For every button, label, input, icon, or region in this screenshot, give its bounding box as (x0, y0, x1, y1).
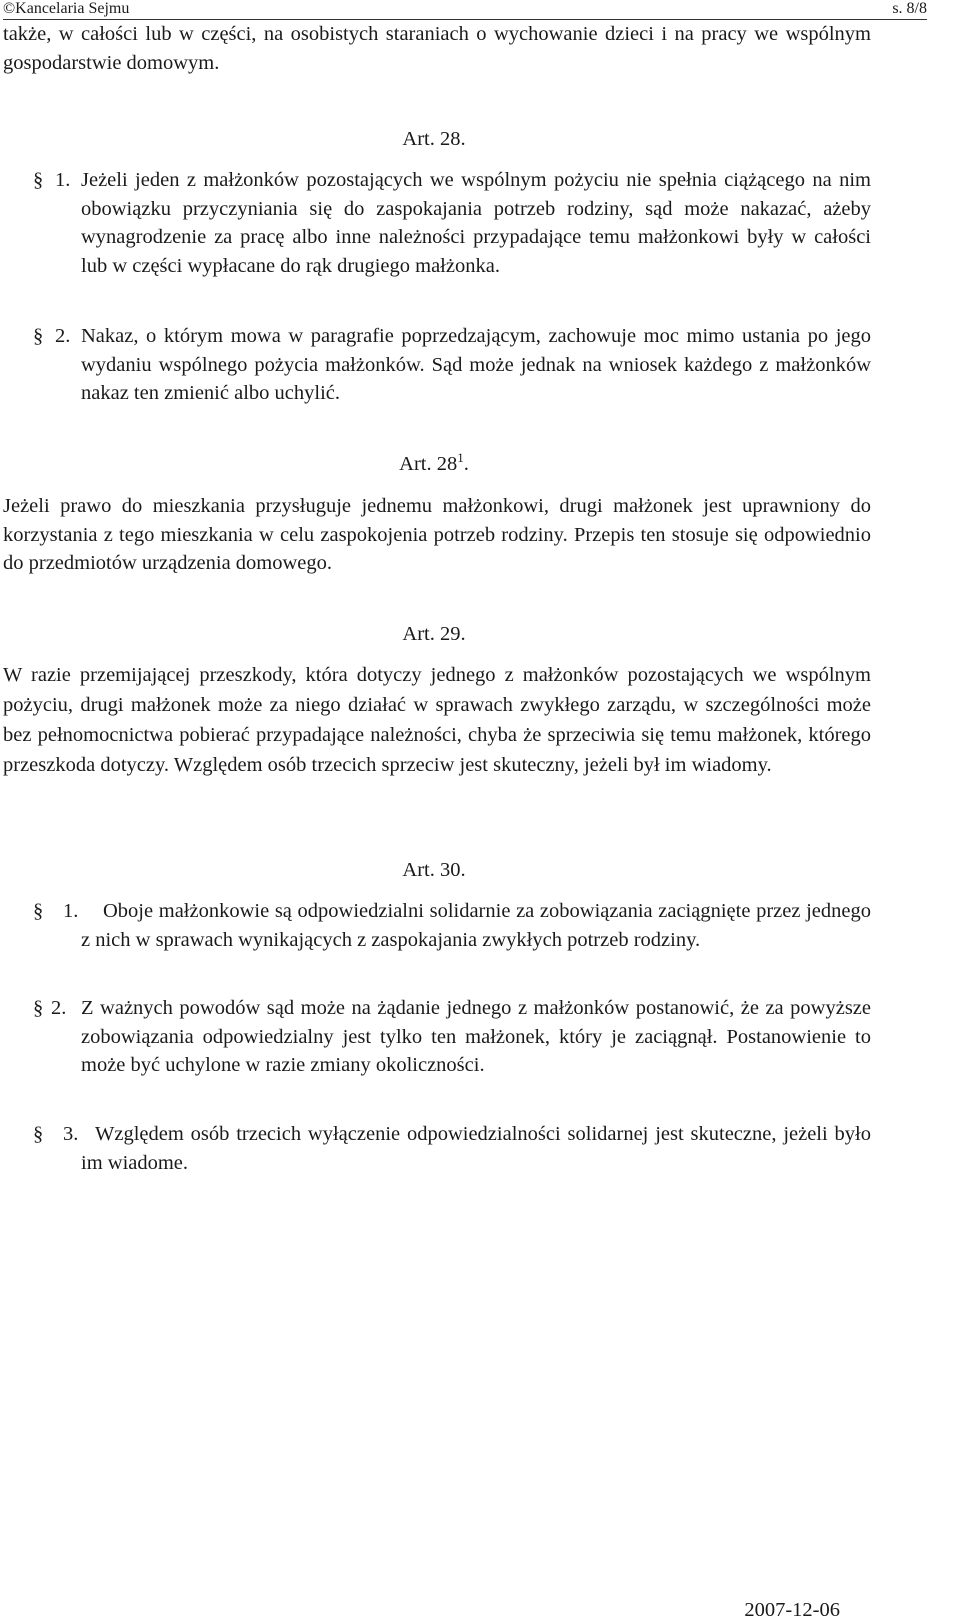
paragraph-text: Nakaz, o którym mowa w paragrafie poprzedzającym, zachowuje moc mimo ustania po jego wydaniu wspólnego pożycia małżonków. Sąd może jednak na wniosek każdego z małżonków nakaz ten zmienić albo uchylić. (81, 325, 871, 404)
paragraph-symbol: § (33, 1123, 44, 1145)
art-29-title: Art. 29. (402, 623, 466, 645)
art-title-superscript: 1 (457, 450, 464, 466)
paragraph-number: 1. (55, 169, 71, 191)
footer-date: 2007-12-06 (744, 1599, 840, 1621)
paragraph-text: Z ważnych powodów sąd może na żądanie jednego z małżonków postanowić, że za powyższe zobowiązania odpowiedzialny jest tylko ten małżonek, który je zaciągnął. Postanowienie to może być uchylone w razie zmiany okoliczności. (81, 997, 871, 1076)
paragraph-symbol: § (33, 997, 44, 1019)
paragraph-number: 2. (55, 325, 71, 347)
art-29-text: W razie przemijającej przeszkody, która dotyczy jednego z małżonków pozostających we wspólnym pożyciu, drugi małżonek może za niego działać w sprawach zwykłego zarządu, w szczególności może bez pełnomocnictwa pobierać przypadające należności, chyba że sprzeciwia się temu małżonek, którego przeszkoda dotyczy. Względem osób trzecich sprzeciw jest skuteczny, jeżeli był im wiadomy. (3, 664, 871, 776)
paragraph-number: 3. (63, 1123, 79, 1145)
paragraph-number: 1. (63, 900, 79, 922)
art-28-title: Art. 28. (402, 128, 466, 150)
header-page-number: s. 8/8 (892, 0, 927, 17)
paragraph-number: 2. (51, 997, 67, 1019)
art-title-dot: . (463, 453, 469, 475)
art-28-1-text: Jeżeli prawo do mieszkania przysługuje jednemu małżonkowi, drugi małżonek jest uprawniony do korzystania z tego mieszkania w celu zaspokojenia potrzeb rodziny. Przepis ten stosuje się odpowiednio do przedmiotów urządzenia domowego. (3, 495, 871, 574)
paragraph-symbol: § (33, 325, 44, 347)
paragraph-symbol: § (33, 169, 44, 191)
art-28-1-title (0, 450, 868, 478)
header-source: ©Kancelaria Sejmu (3, 0, 130, 17)
paragraph-symbol: § (33, 900, 44, 922)
paragraph-text: Względem osób trzecich wyłączenie odpowiedzialności solidarnej jest skuteczne, jeżeli było im wiadome. (81, 1123, 871, 1174)
intro-paragraph: także, w całości lub w części, na osobistych staraniach o wychowanie dzieci i na pracy we wspólnym gospodarstwie domowym. (3, 23, 871, 74)
paragraph-text: Jeżeli jeden z małżonków pozostających we wspólnym pożyciu nie spełnia ciążącego na nim obowiązku przyczyniania się do zaspokajania potrzeb rodziny, sąd może nakazać, ażeby wynagrodzenie za pracę albo inne należności przypadające temu małżonkowi były w całości lub w części wypłacane do rąk drugiego małżonka. (81, 169, 871, 277)
art-title-main: Art. 28 (399, 453, 458, 475)
paragraph-text: Oboje małżonkowie są odpowiedzialni solidarnie za zobowiązania zaciągnięte przez jednego z nich w sprawach wynikających z zaspokajania zwykłych potrzeb rodziny. (81, 900, 871, 951)
art-30-title: Art. 30. (402, 859, 466, 881)
